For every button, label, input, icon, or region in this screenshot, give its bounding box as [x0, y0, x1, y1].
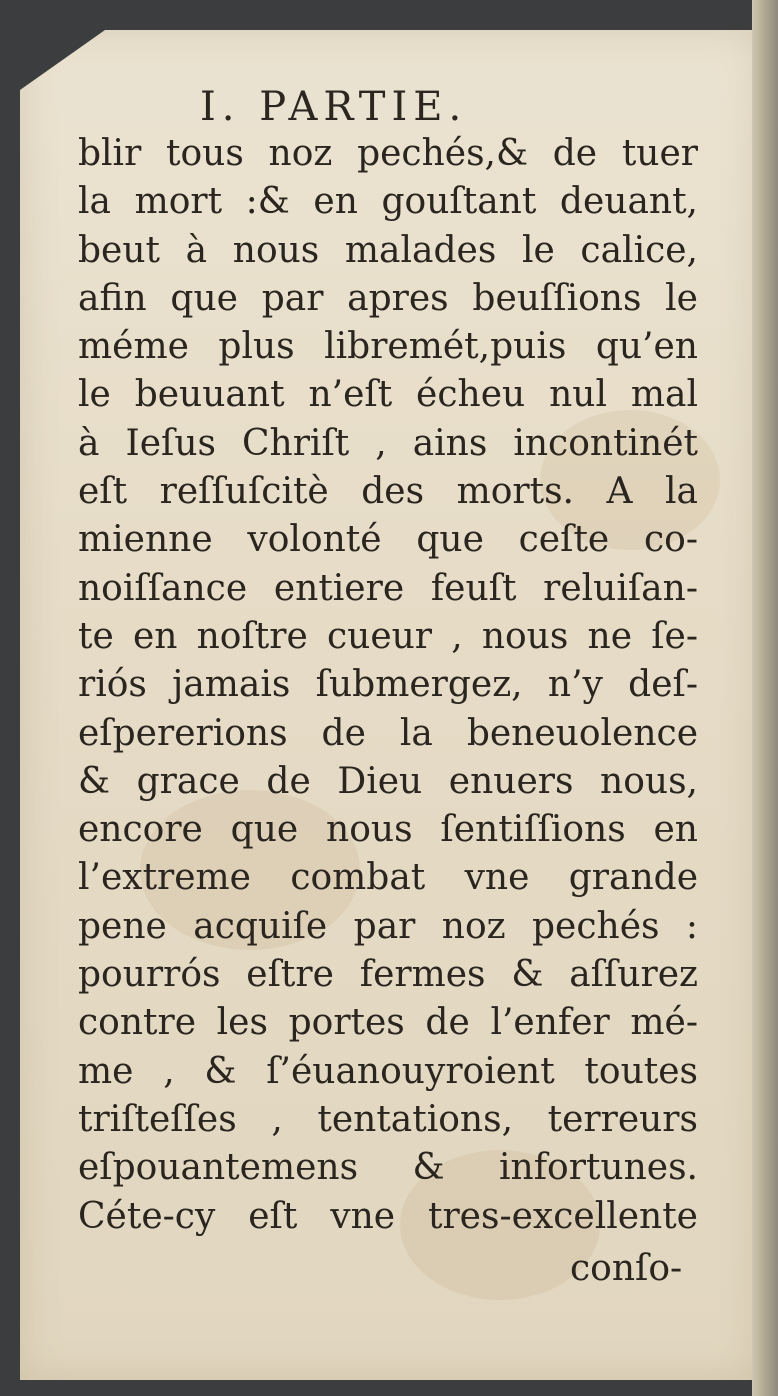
- text-line: à Ieſus Chriſt , ains incontinét: [78, 422, 698, 464]
- text-line: eſpererions de la beneuolence: [78, 712, 698, 754]
- text-line: pene acquiſe par noz pechés :: [78, 905, 698, 947]
- text-line: le beuuant n’eſt écheu nul mal: [78, 374, 698, 416]
- text-line: beut à nous malades le calice,: [78, 229, 698, 271]
- text-line: triſteſſes , tentations, terreurs: [78, 1098, 698, 1140]
- text-line: noiſſance entiere feuſt reluiſan-: [78, 567, 698, 609]
- running-header: I. PARTIE.: [200, 84, 468, 130]
- text-line: me , & ſ’éuanouyroient toutes: [78, 1050, 698, 1092]
- catchword: conſo-: [570, 1248, 683, 1289]
- text-line: contre les portes de l’enfer mé-: [78, 1002, 698, 1044]
- text-line: riós jamais ſubmergez, n’y deſ-: [78, 664, 698, 706]
- text-line: méme plus libremét,puis qu’en: [78, 326, 698, 368]
- book-spine-edge: [752, 0, 778, 1396]
- text-line: pourrós eſtre fermes & aſſurez: [78, 954, 698, 996]
- text-line: l’extreme combat vne grande: [78, 857, 698, 899]
- text-line: eſpouantemens & infortunes.: [78, 1147, 698, 1189]
- text-line: mienne volonté que ceſte co-: [78, 519, 698, 561]
- text-line: Céte-cy eſt vne tres-excellente: [78, 1195, 698, 1237]
- body-text: [78, 130, 698, 1241]
- text-line: afin que par apres beuſſions le: [78, 277, 698, 319]
- text-line: eſt reſſuſcitè des morts. A la: [78, 471, 698, 513]
- text-line: la mort :& en gouſtant deuant,: [78, 181, 698, 223]
- text-line: & grace de Dieu enuers nous,: [78, 760, 698, 802]
- text-line: blir tous noz pechés,& de tuer: [78, 133, 698, 174]
- text-line: te en noſtre cueur , nous ne ſe-: [78, 615, 698, 657]
- text-line: encore que nous ſentiſſions en: [78, 809, 698, 851]
